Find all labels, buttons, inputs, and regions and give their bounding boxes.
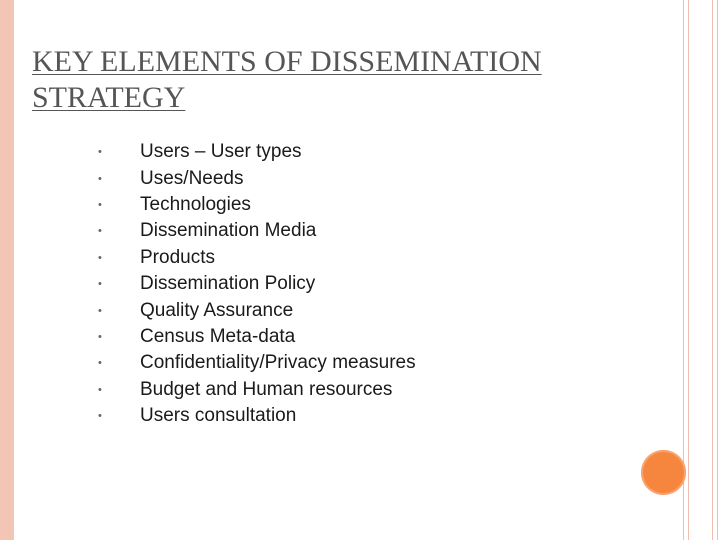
bullet-list bbox=[98, 139, 416, 429]
list-item bbox=[98, 139, 416, 165]
bullet-icon: • bbox=[98, 278, 102, 291]
bullet-text: Budget and Human resources bbox=[140, 378, 393, 400]
slide-title: KEY ELEMENTS OF DISSEMINATION STRATEGY bbox=[32, 45, 542, 114]
bullet-text: Dissemination Policy bbox=[140, 273, 316, 295]
bullet-text: Products bbox=[140, 246, 215, 268]
bullet-icon: • bbox=[98, 383, 102, 396]
list-item bbox=[98, 165, 416, 191]
bullet-icon: • bbox=[98, 410, 102, 423]
bullet-text: Users – User types bbox=[140, 141, 302, 163]
bullet-text: Quality Assurance bbox=[140, 299, 294, 321]
list-item bbox=[98, 192, 416, 218]
right-decoration-line bbox=[683, 0, 684, 540]
bullet-icon: • bbox=[98, 198, 102, 211]
right-decoration-line bbox=[717, 0, 718, 540]
bullet-icon: • bbox=[98, 172, 102, 185]
bullet-icon: • bbox=[98, 146, 102, 159]
bullet-text: Confidentiality/Privacy measures bbox=[140, 352, 416, 374]
decorative-orange-circle bbox=[641, 450, 686, 495]
list-item bbox=[98, 403, 416, 429]
bullet-icon: • bbox=[98, 330, 102, 343]
bullet-text: Uses/Needs bbox=[140, 167, 244, 189]
bullet-icon: • bbox=[98, 304, 102, 317]
bullet-icon: • bbox=[98, 225, 102, 238]
bullet-text: Technologies bbox=[140, 193, 251, 215]
bullet-text: Users consultation bbox=[140, 405, 297, 427]
list-item bbox=[98, 324, 416, 350]
right-decoration-line bbox=[712, 0, 713, 540]
slide-right-decoration bbox=[681, 0, 720, 540]
bullet-icon: • bbox=[98, 251, 102, 264]
slide-left-border bbox=[0, 0, 14, 540]
bullet-text: Dissemination Media bbox=[140, 220, 317, 242]
list-item bbox=[98, 297, 416, 323]
bullet-text: Census Meta-data bbox=[140, 325, 296, 347]
bullet-icon: • bbox=[98, 357, 102, 370]
list-item bbox=[98, 218, 416, 244]
list-item bbox=[98, 245, 416, 271]
list-item bbox=[98, 377, 416, 403]
list-item bbox=[98, 350, 416, 376]
list-item bbox=[98, 271, 416, 297]
right-decoration-line bbox=[688, 0, 689, 540]
